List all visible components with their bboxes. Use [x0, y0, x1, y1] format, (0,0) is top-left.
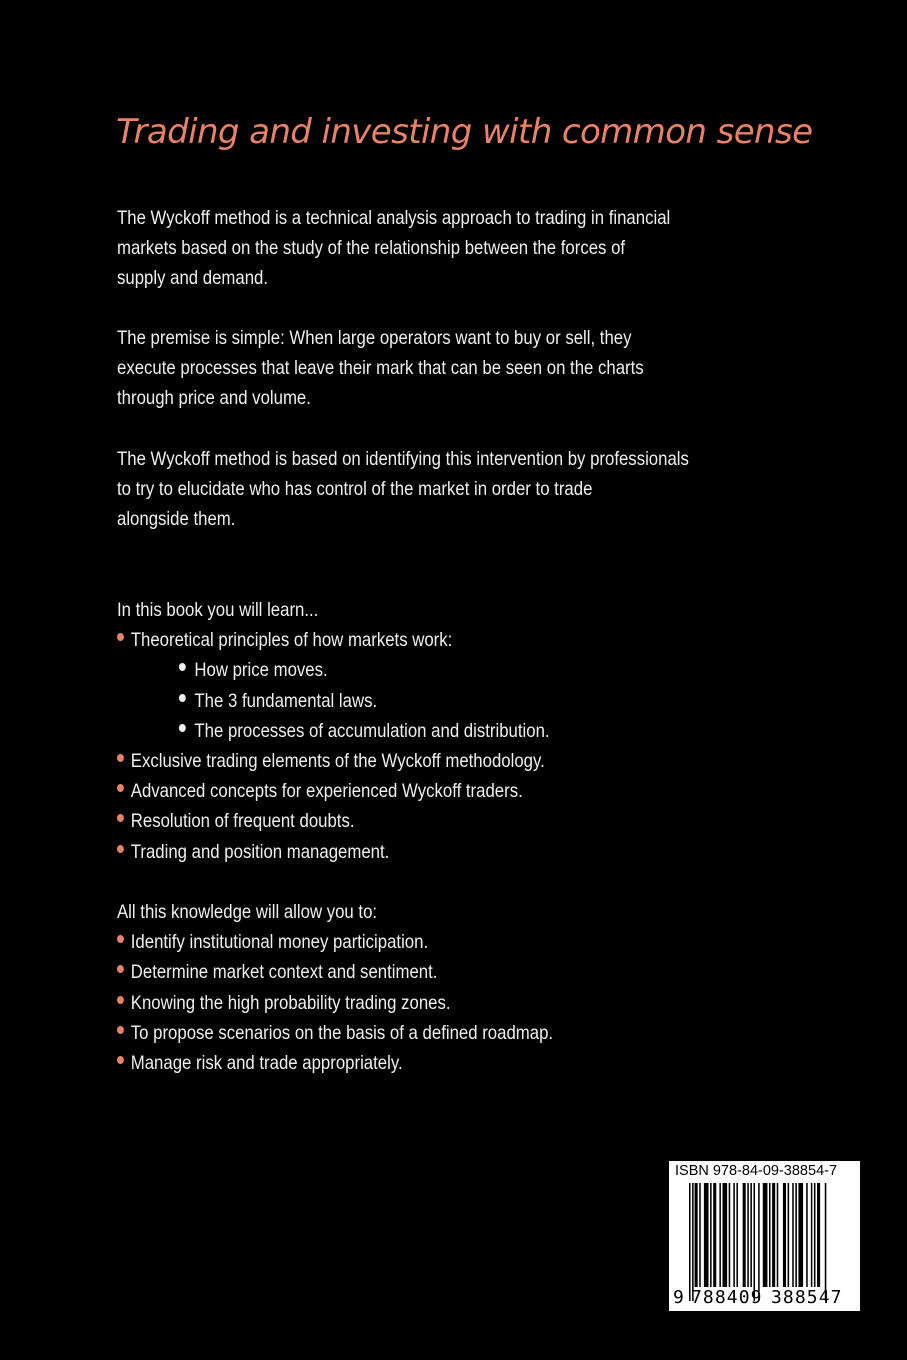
- list-item: [117, 806, 550, 836]
- barcode-bar: [758, 1183, 760, 1301]
- sub-list-item: [117, 686, 550, 716]
- barcode-bar: [733, 1183, 735, 1287]
- paragraph-line: through price and volume.: [117, 387, 311, 410]
- barcode-bar: [769, 1183, 771, 1287]
- bullet-icon: [117, 784, 124, 792]
- bullet-icon: [179, 724, 186, 732]
- barcode-bar: [729, 1183, 731, 1287]
- allow-list: [117, 897, 553, 1078]
- barcode-bar: [722, 1183, 727, 1287]
- list-item: [117, 988, 553, 1018]
- sub-list-item: [117, 655, 550, 685]
- bullet-icon: [179, 694, 186, 702]
- cover-tagline: Trading and investing with common sense: [116, 112, 813, 152]
- paragraph-line: to try to elucidate who has control of the market in order to trade: [117, 478, 593, 501]
- list-item: [117, 837, 550, 867]
- barcode-bar: [710, 1183, 712, 1287]
- list-item-text: To propose scenarios on the basis of a defined roadmap.: [130, 1021, 554, 1044]
- learn-list-intro: In this book you will learn...: [117, 599, 319, 621]
- barcode-bar: [798, 1183, 803, 1287]
- barcode-bar: [699, 1183, 701, 1287]
- list-item-text: Advanced concepts for experienced Wyckoff traders.: [130, 780, 523, 803]
- paragraph-line: supply and demand.: [117, 267, 269, 290]
- barcode-bar: [743, 1183, 746, 1287]
- bullet-icon: [179, 663, 186, 671]
- barcode-bar: [795, 1183, 797, 1287]
- learn-list: [117, 595, 550, 867]
- barcode-bar: [806, 1183, 808, 1287]
- list-item-text: Resolution of frequent doubts.: [130, 810, 355, 833]
- list-item-text: The 3 fundamental laws.: [194, 689, 378, 712]
- barcode-bar: [736, 1183, 738, 1287]
- bullet-icon: [117, 754, 124, 762]
- bullet-icon: [117, 633, 124, 641]
- list-item-text: Manage risk and trade appropriately.: [130, 1051, 403, 1074]
- barcode-bar: [692, 1183, 694, 1301]
- barcode-bar: [777, 1183, 779, 1287]
- barcode-bar: [783, 1183, 786, 1287]
- isbn-label: ISBN 978-84-09-38854-7: [675, 1163, 838, 1179]
- list-item: [117, 1018, 553, 1048]
- bullet-icon: [117, 1056, 124, 1064]
- bullet-icon: [117, 996, 124, 1004]
- barcode-digits: [669, 1287, 860, 1309]
- list-item: [117, 625, 550, 655]
- bullet-icon: [117, 1026, 124, 1034]
- paragraph-line: The Wyckoff method is based on identifying this intervention by professionals: [117, 448, 689, 470]
- list-item: [117, 746, 550, 776]
- list-item: [117, 776, 550, 806]
- list-item-text: Identify institutional money participation.: [130, 931, 429, 954]
- list-item-text: Exclusive trading elements of the Wyckoff methodology.: [130, 749, 545, 772]
- allow-list-intro: All this knowledge will allow you to:: [117, 901, 378, 923]
- list-item-text: Knowing the high probability trading zones.: [130, 991, 451, 1014]
- barcode-bar: [747, 1183, 749, 1287]
- paragraph-line: markets based on the study of the relationship between the forces of: [117, 237, 626, 260]
- list-item-text: How price moves.: [194, 659, 328, 682]
- barcode-bar: [695, 1183, 698, 1287]
- barcode-bar: [750, 1183, 752, 1287]
- barcode-digits-right: 388547: [771, 1287, 843, 1308]
- sub-list-item: [117, 716, 550, 746]
- list-item-text: The processes of accumulation and distribution.: [194, 719, 550, 742]
- list-item: [117, 927, 553, 957]
- barcode-bar: [792, 1183, 794, 1287]
- bullet-icon: [117, 935, 124, 943]
- barcode-bar: [719, 1183, 721, 1287]
- list-item-text: Trading and position management.: [130, 840, 390, 863]
- list-item: [117, 957, 553, 987]
- barcode-bar: [788, 1183, 790, 1287]
- bullet-icon: [117, 814, 124, 822]
- list-item-text: Theoretical principles of how markets work:: [130, 629, 453, 652]
- barcode-bar: [713, 1183, 716, 1287]
- list-item: [117, 1048, 553, 1078]
- intro-paragraph-2: [117, 323, 753, 414]
- intro-paragraph-1: [117, 203, 753, 294]
- paragraph-line: The Wyckoff method is a technical analysis approach to trading in financial: [117, 207, 671, 229]
- barcode-digits-left: 788409: [691, 1287, 763, 1308]
- barcode-bar: [825, 1183, 827, 1301]
- barcode-digit-first: 9: [673, 1287, 685, 1308]
- bullet-icon: [117, 965, 124, 973]
- barcode-bar: [689, 1183, 691, 1301]
- paragraph-line: execute processes that leave their mark that can be seen on the charts: [117, 357, 644, 380]
- barcode-bar: [817, 1183, 820, 1287]
- list-item-text: Determine market context and sentiment.: [130, 961, 438, 984]
- barcode-bar: [753, 1183, 755, 1301]
- barcode-bar: [811, 1183, 813, 1287]
- barcode-bar: [814, 1183, 816, 1287]
- barcode-bar: [763, 1183, 768, 1287]
- barcode-bar: [772, 1183, 775, 1287]
- bullet-icon: [117, 845, 124, 853]
- barcode-bar: [704, 1183, 709, 1287]
- intro-paragraph-3: [117, 444, 753, 535]
- paragraph-line: The premise is simple: When large operators want to buy or sell, they: [117, 327, 632, 349]
- isbn-barcode-box: [669, 1161, 860, 1311]
- paragraph-line: alongside them.: [117, 508, 236, 531]
